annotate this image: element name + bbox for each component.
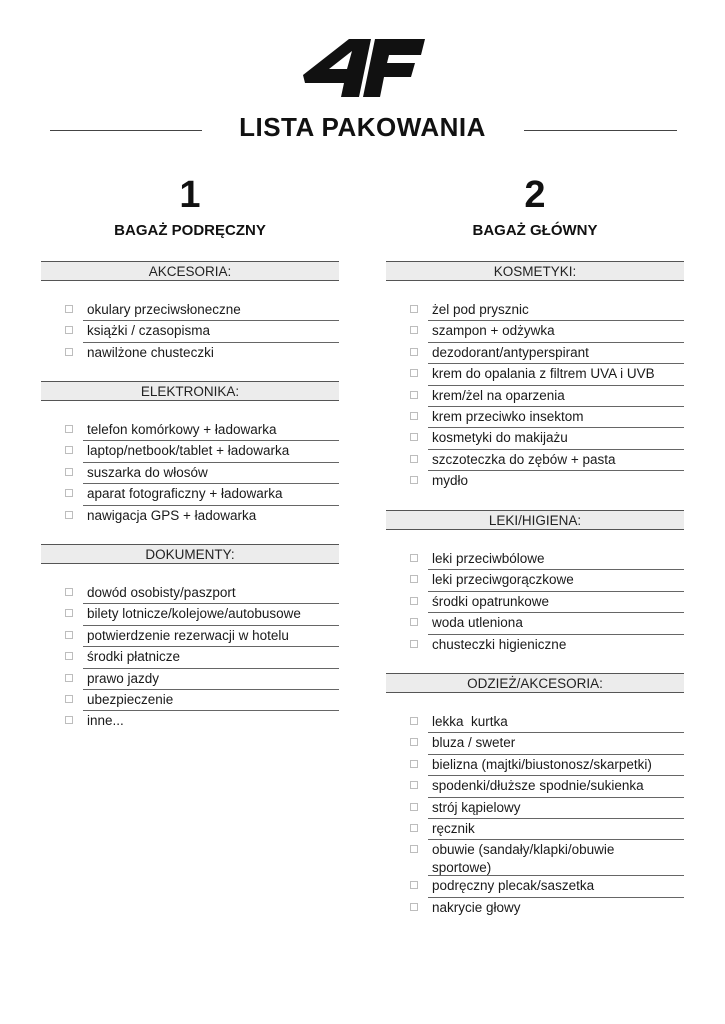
checkbox[interactable] <box>65 305 73 313</box>
checklist-item[interactable]: spodenki/dłuższe spodnie/sukienka <box>386 776 684 797</box>
checkbox[interactable] <box>410 845 418 853</box>
checklist-item[interactable]: nakrycie głowy <box>386 898 684 919</box>
checklist-item[interactable]: środki płatnicze <box>41 647 339 668</box>
checkbox[interactable] <box>410 781 418 789</box>
section-heading: DOKUMENTY: <box>41 544 339 564</box>
checklist-item[interactable]: żel pod prysznic <box>386 300 684 321</box>
column-number: 1 <box>179 174 201 216</box>
checklist-item[interactable]: leki przeciwgorączkowe <box>386 570 684 591</box>
section-heading: KOSMETYKI: <box>386 261 684 281</box>
section-medicine-hygiene <box>386 510 684 652</box>
checklist-item[interactable]: telefon komórkowy + ładowarka <box>41 420 339 441</box>
checkbox[interactable] <box>65 631 73 639</box>
checkbox[interactable] <box>410 760 418 768</box>
checklist-item[interactable]: krem/żel na oparzenia <box>386 386 684 407</box>
checklist-item[interactable]: okulary przeciwsłoneczne <box>41 300 339 321</box>
checklist <box>41 300 339 364</box>
checkbox[interactable] <box>65 326 73 334</box>
checklist-item[interactable]: nawigacja GPS + ładowarka <box>41 506 339 527</box>
checklist-item[interactable]: krem przeciwko insektom <box>386 407 684 428</box>
checklist-item[interactable]: bielizna (majtki/biustonosz/skarpetki) <box>386 755 684 776</box>
checkbox[interactable] <box>410 476 418 484</box>
checkbox[interactable] <box>410 575 418 583</box>
checklist-item[interactable]: dowód osobisty/paszport <box>41 583 339 604</box>
checkbox[interactable] <box>410 554 418 562</box>
section-heading: ELEKTRONIKA: <box>41 381 339 401</box>
checkbox[interactable] <box>65 425 73 433</box>
checkbox[interactable] <box>65 716 73 724</box>
checklist-item[interactable]: prawo jazdy <box>41 669 339 690</box>
section-heading: ODZIEŻ/AKCESORIA: <box>386 673 684 693</box>
checkbox[interactable] <box>410 618 418 626</box>
checkbox[interactable] <box>65 511 73 519</box>
checklist-item[interactable]: dezodorant/antyperspirant <box>386 343 684 364</box>
checkbox[interactable] <box>410 433 418 441</box>
checkbox[interactable] <box>410 412 418 420</box>
checkbox[interactable] <box>410 391 418 399</box>
checklist-item[interactable]: środki opatrunkowe <box>386 592 684 613</box>
checklist-item[interactable]: podręczny plecak/saszetka <box>386 876 684 897</box>
checklist <box>386 712 684 919</box>
section-electronics <box>41 381 339 523</box>
column-title: BAGAŻ GŁÓWNY <box>472 222 598 239</box>
checklist-item[interactable]: ręcznik <box>386 819 684 840</box>
checkbox[interactable] <box>410 717 418 725</box>
checklist-item[interactable]: szampon + odżywka <box>386 321 684 342</box>
checkbox[interactable] <box>65 674 73 682</box>
column-title: BAGAŻ PODRĘCZNY <box>114 222 266 239</box>
section-accessories <box>41 261 339 360</box>
checkbox[interactable] <box>410 348 418 356</box>
checklist-item[interactable]: książki / czasopisma <box>41 321 339 342</box>
checklist-item[interactable]: obuwie (sandały/klapki/obuwie sportowe) <box>386 840 684 876</box>
checkbox[interactable] <box>65 468 73 476</box>
checkbox[interactable] <box>410 903 418 911</box>
section-documents <box>41 544 339 729</box>
checkbox[interactable] <box>410 455 418 463</box>
checkbox[interactable] <box>410 305 418 313</box>
checklist-item[interactable]: kosmetyki do makijażu <box>386 428 684 449</box>
checklist-item[interactable]: bilety lotnicze/kolejowe/autobusowe <box>41 604 339 625</box>
checkbox[interactable] <box>410 640 418 648</box>
section-heading: LEKI/HIGIENA: <box>386 510 684 530</box>
checklist <box>41 420 339 527</box>
checklist <box>41 583 339 733</box>
checklist-item[interactable]: inne... <box>41 711 339 732</box>
checklist-item[interactable]: chusteczki higieniczne <box>386 635 684 656</box>
checklist-item[interactable]: woda utleniona <box>386 613 684 634</box>
checklist-item[interactable]: lekka kurtka <box>386 712 684 733</box>
page-title: LISTA PAKOWANIA <box>239 112 486 142</box>
checklist <box>386 549 684 656</box>
checklist-item[interactable]: mydło <box>386 471 684 492</box>
checkbox[interactable] <box>410 597 418 605</box>
checklist-item[interactable]: ubezpieczenie <box>41 690 339 711</box>
checklist-item[interactable]: suszarka do włosów <box>41 463 339 484</box>
section-clothing-accessories <box>386 673 684 915</box>
checkbox[interactable] <box>410 738 418 746</box>
checklist-item[interactable]: szczoteczka do zębów + pasta <box>386 450 684 471</box>
checklist-item[interactable]: potwierdzenie rezerwacji w hotelu <box>41 626 339 647</box>
checkbox[interactable] <box>65 588 73 596</box>
checkbox[interactable] <box>410 326 418 334</box>
checklist-item[interactable]: laptop/netbook/tablet + ładowarka <box>41 441 339 462</box>
checklist-item[interactable]: nawilżone chusteczki <box>41 343 339 364</box>
checklist-item[interactable]: bluza / sweter <box>386 733 684 754</box>
checklist <box>386 300 684 493</box>
section-cosmetics <box>386 261 684 489</box>
checkbox[interactable] <box>410 824 418 832</box>
checkbox[interactable] <box>65 609 73 617</box>
brand-logo-4f <box>301 37 425 99</box>
checkbox[interactable] <box>410 369 418 377</box>
checkbox[interactable] <box>65 446 73 454</box>
checkbox[interactable] <box>65 652 73 660</box>
checkbox[interactable] <box>410 881 418 889</box>
checkbox[interactable] <box>65 348 73 356</box>
checkbox[interactable] <box>65 489 73 497</box>
checklist-item[interactable]: krem do opalania z filtrem UVA i UVB <box>386 364 684 385</box>
checklist-item[interactable]: strój kąpielowy <box>386 798 684 819</box>
section-heading: AKCESORIA: <box>41 261 339 281</box>
column-number: 2 <box>524 174 546 216</box>
checklist-item[interactable]: aparat fotograficzny + ładowarka <box>41 484 339 505</box>
checklist-item[interactable]: leki przeciwbólowe <box>386 549 684 570</box>
checkbox[interactable] <box>410 803 418 811</box>
checkbox[interactable] <box>65 695 73 703</box>
